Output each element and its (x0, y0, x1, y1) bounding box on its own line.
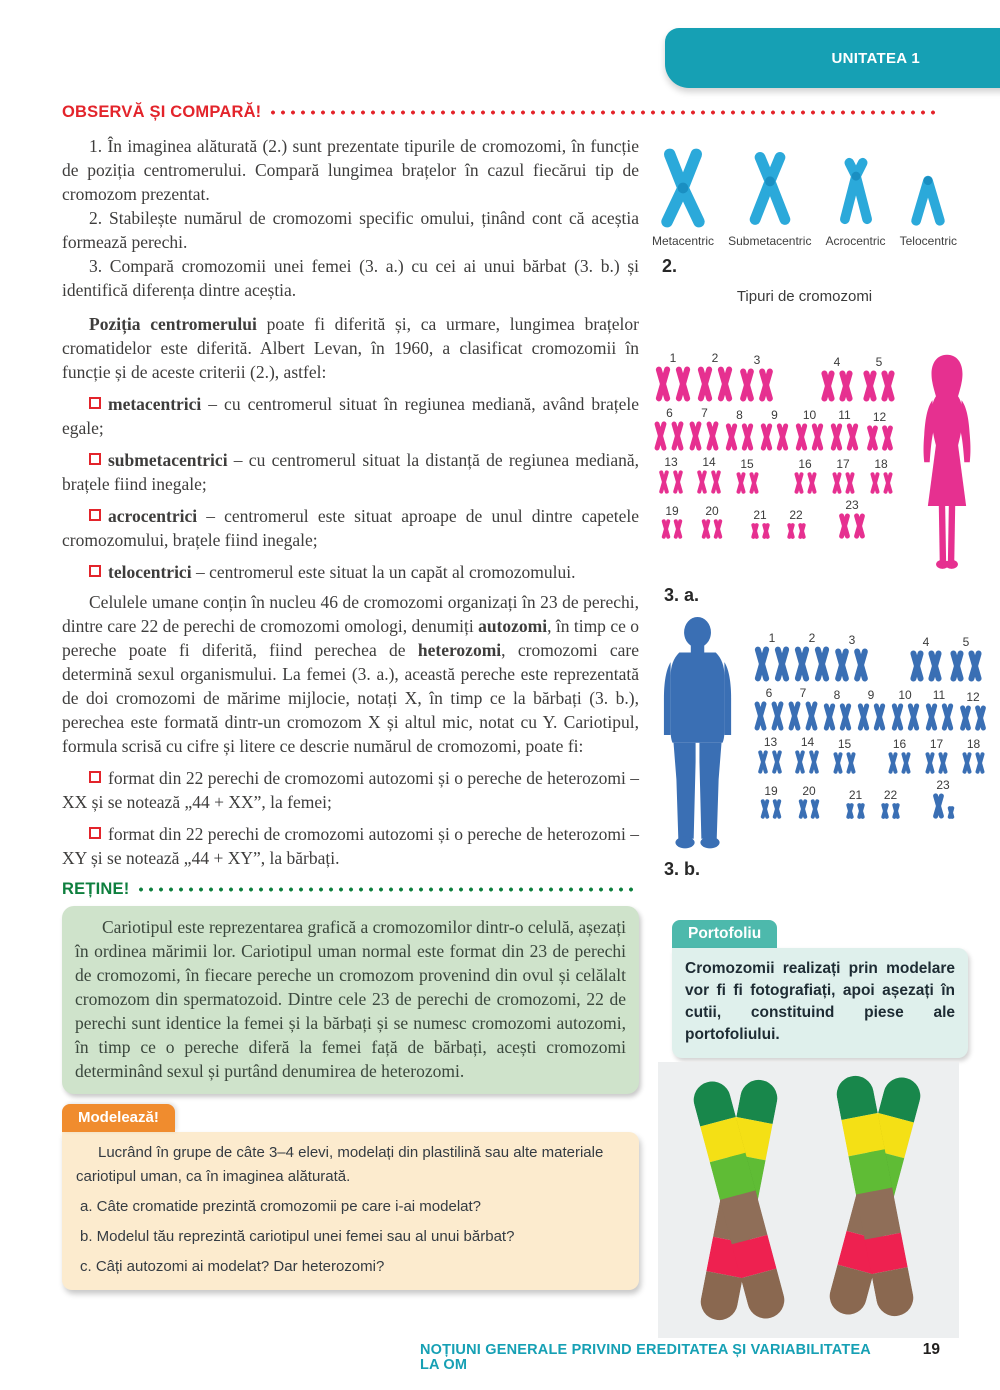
karyotype-pair-number: 14 (800, 735, 815, 749)
bullet-text: telocentrici – centromerul este situat la un capăt al cromozomului. (108, 562, 576, 582)
karyotype-pair-number: 22 (883, 788, 898, 802)
karyotype-pair-number: 14 (702, 455, 716, 469)
main-text-column (62, 134, 639, 1290)
metacentric-chromosome-icon (652, 146, 714, 230)
chromosome-glyph (854, 513, 866, 539)
karyotype-pair-number: 3 (753, 353, 761, 367)
chromosome-glyph (835, 648, 851, 682)
dotted-leader-icon (136, 887, 639, 892)
chromosome-glyph (821, 370, 836, 402)
male-silhouette-icon (652, 616, 744, 856)
karyotype-pair-number: 4 (922, 635, 930, 649)
bullet-text: metacentrici – cu centromerul situat în regiunea mediană, având brațele egale; (62, 394, 639, 438)
chromosome-glyph (962, 752, 972, 774)
metacentric-item (652, 146, 714, 247)
chromosome-glyph (795, 423, 808, 451)
chromosome-glyph (968, 650, 983, 682)
section-heading-retine: REȚINE! (62, 880, 130, 898)
karyotype-pair-number: 20 (802, 784, 816, 798)
chromosome-glyph (760, 423, 773, 451)
figure-number: 2. (662, 256, 678, 276)
karyotype-pair-number: 2 (808, 631, 816, 645)
karyotype-pair-number: 18 (874, 457, 888, 471)
chromosome-glyph (799, 799, 808, 819)
plasticine-band (856, 1188, 901, 1241)
telocentric-chromosome-icon (902, 164, 954, 230)
submetacentric-chromosome-icon (741, 146, 799, 230)
bullet-item (62, 560, 639, 584)
chromosome-glyph (771, 701, 785, 731)
figure-label-3a: 3. a. (664, 585, 700, 605)
karyotype-pair-number: 5 (875, 355, 883, 369)
chromosome-glyph (662, 519, 671, 539)
chromosome-glyph (774, 646, 791, 682)
chromosome-glyph (674, 519, 683, 539)
karyotype-pair-number: 21 (848, 788, 863, 802)
square-bullet-icon (89, 453, 101, 465)
square-bullet-icon (89, 509, 101, 521)
modeleaza-tab: Modelează! (62, 1104, 175, 1132)
chromosome-glyph (950, 650, 965, 682)
chromosome-glyph (975, 705, 987, 731)
chromosome-glyph (794, 472, 804, 494)
portofoliu-box: Cromozomii realizați prin modelare vor fi fi fotografiați, apoi așezați în cutii, constituind piese ale portofoliului. (672, 948, 968, 1058)
karyotype-pair-number: 5 (962, 635, 970, 649)
karyotype-pair-number: 23 (936, 778, 950, 792)
chromosome-glyph (846, 423, 859, 451)
plasticine-band (834, 1073, 878, 1121)
karyotype-pair-number: 22 (789, 508, 803, 522)
karyotype-pair-number: 1 (768, 631, 776, 645)
chromosome-glyph (673, 470, 684, 494)
retine-heading-row (62, 880, 639, 900)
chromosome-glyph (788, 701, 802, 731)
karyotype-grid-female (652, 352, 906, 544)
chromosome-type-label: Metacentric (652, 234, 715, 248)
chromosome-glyph (833, 752, 843, 774)
bullet-text: submetacentrici – cu centromerul situat la distanță de regiunea mediană, brațele fiind inegale; (62, 450, 639, 494)
karyotype-pair-number: 16 (798, 457, 812, 471)
square-bullet-icon (89, 771, 101, 783)
chromosome-glyph (689, 421, 703, 451)
chromosome-glyph (830, 423, 843, 451)
karyotype-pair-number: 11 (838, 408, 851, 422)
figure-karyotype-female (652, 346, 992, 586)
page-number: 19 (922, 1341, 940, 1358)
chromosome-glyph (941, 703, 954, 731)
karyotype-pair-number: 15 (837, 737, 852, 751)
karyotype-pair-number: 12 (966, 690, 980, 704)
figure-karyotype-male (652, 612, 992, 860)
female-silhouette-icon (906, 346, 988, 584)
chromosome-glyph (711, 470, 722, 494)
chromosome-glyph (925, 703, 938, 731)
chromosome-glyph (787, 523, 795, 539)
modeleaza-question: c. Câți autozomi ai modelat? Dar heterozomi? (80, 1257, 385, 1275)
karyotype-pair-number: 13 (763, 735, 778, 749)
chromosome-glyph (659, 470, 670, 494)
acrocentric-item (826, 152, 886, 247)
karyotype-pair-number: 11 (932, 688, 946, 702)
bullet-item (62, 448, 639, 496)
chromosome-glyph (814, 646, 831, 682)
telocentric-item (900, 164, 957, 247)
chromosome-glyph (772, 750, 783, 774)
chromosome-glyph (881, 370, 896, 402)
chromosome-glyph (832, 472, 842, 494)
chromosome-glyph (857, 703, 870, 731)
section-heading-observa: OBSERVĂ ȘI COMPARĂ! (62, 103, 262, 121)
chromosome-glyph (910, 650, 925, 682)
karyotype-pair-number: 7 (701, 406, 708, 420)
chromosome-glyph (857, 803, 865, 819)
chromosome-glyph (702, 519, 711, 539)
karyotype-pair-number: 1 (669, 351, 677, 365)
chromosome-glyph (776, 423, 789, 451)
chromosome-glyph (675, 366, 692, 402)
chromosome-glyph (811, 799, 820, 819)
figure-chromosome-types (652, 146, 957, 306)
karyotype-pair-number: 9 (771, 408, 778, 422)
dotted-leader-icon (268, 110, 940, 115)
chromosome-glyph (975, 752, 985, 774)
chromosome-glyph (759, 368, 775, 402)
chromosome-glyph (809, 750, 820, 774)
observa-heading-row (62, 103, 940, 123)
bullet-item (62, 504, 639, 552)
chromosome-glyph (845, 472, 855, 494)
chromosome-glyph (938, 752, 948, 774)
chromosome-type-label: Submetacentric (728, 234, 812, 248)
portofoliu-tab: Portofoliu (672, 920, 777, 949)
square-bullet-icon (89, 397, 101, 409)
karyotype-pair-number: 2 (711, 351, 719, 365)
theory-lead-paragraph: Poziția centromerului poate fi diferită și, ca urmare, lungimea brațelor cromatidelor este diferită. Albert Levan, în 1960, a clasificat cromozomii în funcție și de aceste criterii (2.), astfel: (62, 314, 639, 382)
chromosome-glyph (866, 425, 878, 451)
karyotype-pair-number: 10 (898, 688, 912, 702)
square-bullet-icon (89, 827, 101, 839)
chromosome-glyph (928, 650, 943, 682)
karyotype-pair-number: 17 (929, 737, 944, 751)
modeleaza-intro: Lucrând în grupe de câte 3–4 elevi, modelați din plastilină sau alte materiale cariotipul uman, ca în imaginea alăturată. (76, 1143, 604, 1185)
chromosome-glyph (725, 423, 738, 451)
chromosome-glyph (714, 519, 723, 539)
chromosome-glyph (907, 703, 920, 731)
unit-header-tab (665, 28, 1000, 88)
plasticine-band (736, 1077, 780, 1125)
chromosome-glyph (671, 421, 685, 451)
chromosome-glyph (883, 472, 893, 494)
karyotype-pair-number: 12 (872, 410, 887, 424)
chromosome-glyph (761, 799, 770, 819)
karyotype-pair-number: 8 (833, 688, 841, 702)
observa-item: 3. Compară cromozomii unei femei (3. a.) cu cei ai unui bărbat (3. b.) și identifică diferența dintre aceștia. (62, 256, 639, 300)
bullet-text: format din 22 perechi de cromozomi autozomi și o pereche de heterozomi – XY și se notează „44 + XY”, la bărbați. (62, 824, 639, 868)
chromosome-glyph (655, 366, 672, 402)
theory-paragraph: Celulele umane conțin în nucleu 46 de cromozomi organizați în 23 de perechi, dintre care 22 de perechi de cromozomi omologi, denumiți autozomi, în timp ce o pereche poate fi diferită, fiind perechea de heterozomi, cromozomi care determină sexul organismului. La femei (3. a.), această pereche este reprezentată de doi cromozomi de mărime mijlocie, notați X, în timp ce la bărbați (3. b.), perechea este formată dintr-un cromozom X și altul mic, notat cu Y. Cariotipul, formula scrisă cu cifre și litere ce descrie numărul de cromozomi, poate fi: (62, 592, 640, 756)
chromosome-glyph (839, 370, 854, 402)
submetacentric-item (728, 146, 811, 247)
chromosome-glyph (901, 752, 911, 774)
chromosome-glyph (870, 472, 880, 494)
karyotype-pair-number: 7 (799, 686, 807, 700)
karyotype-pair-number: 20 (705, 504, 719, 518)
karyotype-pair-number: 23 (845, 498, 859, 512)
karyotype-pair-number: 16 (892, 737, 907, 751)
plasticine-chromosomes-photo (658, 1062, 959, 1338)
bullet-item (62, 822, 639, 870)
karyotype-pair-number: 19 (665, 504, 679, 518)
chromosome-glyph (839, 513, 851, 539)
retine-box: Cariotipul este reprezentarea grafică a cromozomilor dintr-o celulă, așezați în ordinea mărimii lor. Cariotipul uman normal este format din 23 de perechi de cromozomi, în fiecare pereche un cromozom provenind din ovul și celălalt cromozom din spermatozoid. Dintre cele 23 de perechi de cromozomi, 22 de perechi sunt identice la femei și la bărbați și se numesc cromozomi autozomi, în timp ce o pereche diferă la femei față de bărbați, acești cromozomi determinând sexul și purtând denumirea de heterozomi. (62, 906, 639, 1094)
chromosome-type-label: Acrocentric (825, 234, 886, 248)
chromosome-glyph (736, 472, 746, 494)
bullet-item (62, 392, 639, 440)
plasticine-band (741, 1268, 789, 1322)
plasticine-band (826, 1264, 874, 1318)
chromosome-glyph (888, 752, 898, 774)
chromosome-glyph (873, 703, 886, 731)
chromosome-glyph (807, 472, 817, 494)
figure-caption: Tipuri de cromozomi (736, 288, 873, 305)
karyotype-grid-male (752, 632, 996, 824)
karyotype-pair-number: 17 (836, 457, 850, 471)
chromosome-glyph (741, 423, 754, 451)
chromosome-glyph (754, 646, 771, 682)
chromosome-glyph (697, 366, 714, 402)
karyotype-pair-number: 9 (867, 688, 875, 702)
chromosome-glyph (811, 423, 824, 451)
chromosome-type-label: Telocentric (899, 234, 957, 248)
observa-item: 2. Stabilește numărul de cromozomi specific omului, ținând cont că aceștia formează perechi. (62, 208, 639, 252)
bullet-text: acrocentrici – centromerul este situat aproape de unul dintre capetele cromozomului, brațele fiind inegale; (62, 506, 639, 550)
chromosome-glyph (754, 701, 768, 731)
karyotype-pair-number: 19 (764, 784, 778, 798)
unit-label: UNITATEA 1 (831, 49, 920, 67)
chromosome-glyph (846, 752, 856, 774)
chromosome-glyph (947, 806, 954, 819)
chromosome-glyph (805, 701, 819, 731)
chromosome-glyph (749, 472, 759, 494)
chromosome-glyph (751, 523, 759, 539)
chromosome-glyph (762, 523, 770, 539)
acrocentric-chromosome-icon (830, 152, 882, 230)
chromosome-types-row (652, 146, 957, 247)
karyotype-pair-number: 4 (833, 355, 841, 369)
chromosome-glyph (794, 646, 811, 682)
chromosome-glyph (758, 750, 769, 774)
bullet-item (62, 766, 639, 814)
karyotype-pair-number: 10 (802, 408, 817, 422)
chromosome-glyph (706, 421, 720, 451)
chromosome-glyph (795, 750, 806, 774)
chromosome-glyph (881, 425, 893, 451)
chromosome-glyph (839, 703, 852, 731)
chromosome-glyph (932, 793, 944, 819)
chromosome-glyph (740, 368, 756, 402)
chromosome-glyph (960, 705, 972, 731)
chromosome-glyph (717, 366, 734, 402)
karyotype-pair-number: 6 (666, 406, 673, 420)
observa-item: 1. În imaginea alăturată (2.) sunt prezentate tipurile de cromozomi, în funcție de poziția centromerului. Compară lungimea brațelor în cazul fiecărui tip de cromozom prezentat. (62, 136, 639, 204)
karyotype-pair-number: 13 (664, 455, 678, 469)
karyotype-pair-number: 3 (848, 633, 856, 647)
modeleaza-question: a. Câte cromatide prezintă cromozomii pe care i-ai modelat? (80, 1197, 482, 1215)
plasticine-chromosome (806, 1072, 944, 1320)
karyotype-pair-number: 15 (740, 457, 754, 471)
bullet-text: format din 22 perechi de cromozomi autozomi și o pereche de heterozomi – XX și se notează „44 + XX”, la femei; (62, 768, 639, 812)
chromosome-glyph (773, 799, 782, 819)
plasticine-band (698, 1271, 743, 1324)
chromosome-glyph (854, 648, 870, 682)
karyotype-pair-number: 21 (753, 508, 767, 522)
chromosome-glyph (925, 752, 935, 774)
karyotype-pair-number: 18 (966, 737, 981, 751)
karyotype-pair-number: 8 (736, 408, 743, 422)
modeleaza-question: b. Modelul tău reprezintă cariotipul unei femei sau al unui bărbat? (80, 1227, 515, 1245)
modeleaza-box (62, 1132, 639, 1290)
chromosome-glyph (654, 421, 668, 451)
chromosome-glyph (798, 523, 806, 539)
square-bullet-icon (89, 565, 101, 577)
page-footer (420, 1342, 940, 1372)
chromosome-glyph (863, 370, 878, 402)
chromosome-glyph (891, 703, 904, 731)
figure-label-3b: 3. b. (664, 859, 701, 879)
chromosome-glyph (846, 803, 854, 819)
plasticine-band (871, 1267, 916, 1320)
chromosome-glyph (892, 803, 900, 819)
karyotype-pair-number: 6 (765, 686, 773, 700)
plasticine-chromosome (670, 1076, 808, 1324)
chromosome-glyph (881, 803, 889, 819)
footer-title: NOȚIUNI GENERALE PRIVIND EREDITATEA ȘI VARIABILITATEA LA OM (420, 1342, 871, 1373)
chromosome-glyph (823, 703, 836, 731)
chromosome-glyph (697, 470, 708, 494)
